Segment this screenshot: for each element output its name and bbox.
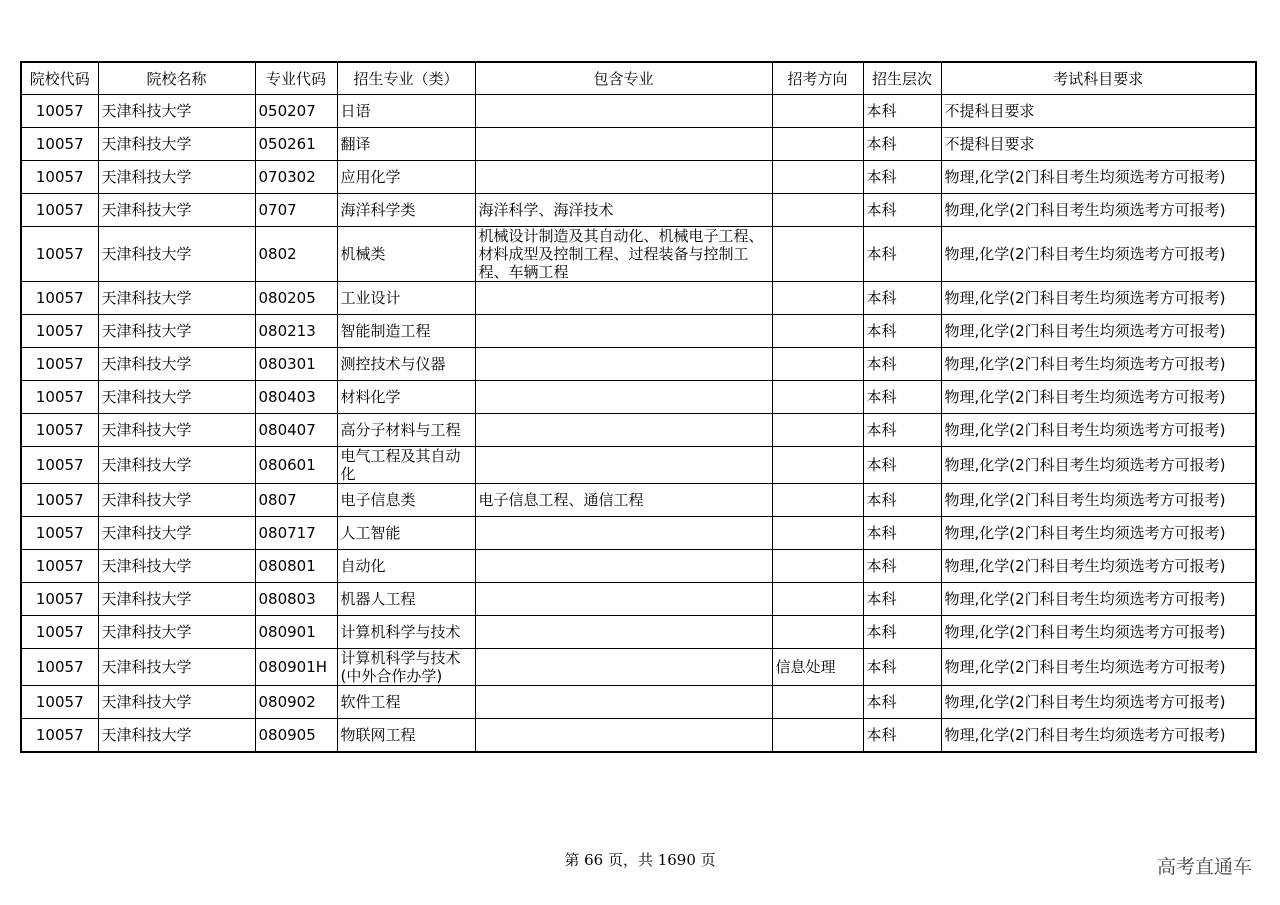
cell-requirement: 物理,化学(2门科目考生均须选考方可报考)	[941, 719, 1256, 753]
cell-included	[475, 315, 772, 348]
cell-included	[475, 128, 772, 161]
cell-code: 10057	[21, 517, 98, 550]
cell-requirement: 不提科目要求	[941, 128, 1256, 161]
cell-requirement: 物理,化学(2门科目考生均须选考方可报考)	[941, 315, 1256, 348]
cell-code: 10057	[21, 583, 98, 616]
table-row	[21, 95, 1256, 128]
cell-direction	[772, 550, 863, 583]
cell-included	[475, 686, 772, 719]
cell-requirement: 物理,化学(2门科目考生均须选考方可报考)	[941, 616, 1256, 649]
table-row	[21, 719, 1256, 753]
cell-major: 材料化学	[337, 381, 475, 414]
cell-major: 翻译	[337, 128, 475, 161]
cell-code: 10057	[21, 550, 98, 583]
cell-major-code: 050261	[255, 128, 337, 161]
table-row	[21, 447, 1256, 484]
cell-major-code: 070302	[255, 161, 337, 194]
cell-level: 本科	[863, 414, 941, 447]
table-row	[21, 227, 1256, 282]
cell-school: 天津科技大学	[98, 719, 255, 753]
cell-direction	[772, 128, 863, 161]
table-header-row	[21, 62, 1256, 95]
cell-included	[475, 583, 772, 616]
cell-direction	[772, 381, 863, 414]
cell-major-code: 080301	[255, 348, 337, 381]
cell-school: 天津科技大学	[98, 315, 255, 348]
cell-level: 本科	[863, 583, 941, 616]
cell-major: 机械类	[337, 227, 475, 282]
cell-requirement: 物理,化学(2门科目考生均须选考方可报考)	[941, 583, 1256, 616]
cell-level: 本科	[863, 517, 941, 550]
cell-level: 本科	[863, 719, 941, 753]
cell-requirement: 物理,化学(2门科目考生均须选考方可报考)	[941, 161, 1256, 194]
table-row	[21, 583, 1256, 616]
cell-direction	[772, 348, 863, 381]
table-row	[21, 282, 1256, 315]
cell-code: 10057	[21, 128, 98, 161]
cell-major-code: 080902	[255, 686, 337, 719]
table-row	[21, 616, 1256, 649]
table-row	[21, 517, 1256, 550]
cell-school: 天津科技大学	[98, 95, 255, 128]
cell-requirement: 物理,化学(2门科目考生均须选考方可报考)	[941, 517, 1256, 550]
cell-requirement: 物理,化学(2门科目考生均须选考方可报考)	[941, 414, 1256, 447]
cell-requirement: 物理,化学(2门科目考生均须选考方可报考)	[941, 447, 1256, 484]
cell-requirement: 物理,化学(2门科目考生均须选考方可报考)	[941, 381, 1256, 414]
cell-direction	[772, 686, 863, 719]
cell-major-code: 080901	[255, 616, 337, 649]
cell-included: 机械设计制造及其自动化、机械电子工程、材料成型及控制工程、过程装备与控制工程、车辆工程	[475, 227, 772, 282]
cell-code: 10057	[21, 227, 98, 282]
table-row	[21, 484, 1256, 517]
cell-direction	[772, 719, 863, 753]
table-row	[21, 161, 1256, 194]
cell-school: 天津科技大学	[98, 517, 255, 550]
watermark-text: 高考直通车	[1156, 856, 1252, 878]
cell-major: 高分子材料与工程	[337, 414, 475, 447]
cell-school: 天津科技大学	[98, 414, 255, 447]
cell-direction	[772, 282, 863, 315]
table-row	[21, 649, 1256, 686]
cell-requirement: 物理,化学(2门科目考生均须选考方可报考)	[941, 227, 1256, 282]
cell-major: 人工智能	[337, 517, 475, 550]
cell-requirement: 物理,化学(2门科目考生均须选考方可报考)	[941, 550, 1256, 583]
header-included: 包含专业	[475, 62, 772, 95]
cell-requirement: 物理,化学(2门科目考生均须选考方可报考)	[941, 649, 1256, 686]
cell-major-code: 080403	[255, 381, 337, 414]
cell-requirement: 物理,化学(2门科目考生均须选考方可报考)	[941, 194, 1256, 227]
cell-major: 海洋科学类	[337, 194, 475, 227]
cell-code: 10057	[21, 616, 98, 649]
cell-included	[475, 616, 772, 649]
cell-school: 天津科技大学	[98, 194, 255, 227]
cell-level: 本科	[863, 161, 941, 194]
table-row	[21, 686, 1256, 719]
cell-major: 测控技术与仪器	[337, 348, 475, 381]
cell-included	[475, 447, 772, 484]
table-row	[21, 348, 1256, 381]
cell-included	[475, 381, 772, 414]
cell-school: 天津科技大学	[98, 484, 255, 517]
cell-major: 计算机科学与技术	[337, 616, 475, 649]
cell-major-code: 080801	[255, 550, 337, 583]
cell-level: 本科	[863, 128, 941, 161]
cell-direction	[772, 161, 863, 194]
table-row	[21, 550, 1256, 583]
cell-included	[475, 161, 772, 194]
cell-level: 本科	[863, 447, 941, 484]
page-footer: 第 66 页，共 1690 页	[564, 851, 716, 869]
header-school-name: 院校名称	[98, 62, 255, 95]
cell-major-code: 080213	[255, 315, 337, 348]
cell-major: 计算机科学与技术(中外合作办学)	[337, 649, 475, 686]
cell-major: 机器人工程	[337, 583, 475, 616]
header-school-code: 院校代码	[21, 62, 98, 95]
cell-requirement: 物理,化学(2门科目考生均须选考方可报考)	[941, 282, 1256, 315]
cell-code: 10057	[21, 649, 98, 686]
cell-included	[475, 550, 772, 583]
cell-level: 本科	[863, 649, 941, 686]
cell-major: 电子信息类	[337, 484, 475, 517]
cell-level: 本科	[863, 315, 941, 348]
cell-code: 10057	[21, 282, 98, 315]
cell-direction	[772, 227, 863, 282]
cell-major-code: 080717	[255, 517, 337, 550]
cell-major-code: 080601	[255, 447, 337, 484]
cell-requirement: 物理,化学(2门科目考生均须选考方可报考)	[941, 686, 1256, 719]
cell-direction	[772, 194, 863, 227]
cell-included	[475, 414, 772, 447]
cell-major: 日语	[337, 95, 475, 128]
cell-direction: 信息处理	[772, 649, 863, 686]
cell-school: 天津科技大学	[98, 583, 255, 616]
cell-included	[475, 517, 772, 550]
header-major: 招生专业（类）	[337, 62, 475, 95]
cell-included	[475, 282, 772, 315]
cell-direction	[772, 616, 863, 649]
cell-school: 天津科技大学	[98, 282, 255, 315]
cell-major: 电气工程及其自动化	[337, 447, 475, 484]
cell-included	[475, 649, 772, 686]
cell-school: 天津科技大学	[98, 128, 255, 161]
cell-level: 本科	[863, 686, 941, 719]
cell-major-code: 0707	[255, 194, 337, 227]
cell-direction	[772, 414, 863, 447]
cell-code: 10057	[21, 447, 98, 484]
cell-level: 本科	[863, 348, 941, 381]
cell-level: 本科	[863, 616, 941, 649]
cell-school: 天津科技大学	[98, 447, 255, 484]
cell-level: 本科	[863, 381, 941, 414]
cell-major: 智能制造工程	[337, 315, 475, 348]
cell-major-code: 080901H	[255, 649, 337, 686]
cell-major: 物联网工程	[337, 719, 475, 753]
cell-requirement: 物理,化学(2门科目考生均须选考方可报考)	[941, 484, 1256, 517]
cell-level: 本科	[863, 227, 941, 282]
cell-code: 10057	[21, 686, 98, 719]
cell-direction	[772, 484, 863, 517]
cell-code: 10057	[21, 161, 98, 194]
cell-major: 工业设计	[337, 282, 475, 315]
cell-direction	[772, 447, 863, 484]
cell-major-code: 080905	[255, 719, 337, 753]
cell-school: 天津科技大学	[98, 686, 255, 719]
cell-school: 天津科技大学	[98, 348, 255, 381]
cell-included: 电子信息工程、通信工程	[475, 484, 772, 517]
cell-major-code: 0802	[255, 227, 337, 282]
header-requirement: 考试科目要求	[941, 62, 1256, 95]
cell-included: 海洋科学、海洋技术	[475, 194, 772, 227]
cell-major-code: 0807	[255, 484, 337, 517]
cell-major: 应用化学	[337, 161, 475, 194]
cell-school: 天津科技大学	[98, 550, 255, 583]
cell-code: 10057	[21, 719, 98, 753]
table-row	[21, 194, 1256, 227]
cell-school: 天津科技大学	[98, 649, 255, 686]
table-row	[21, 128, 1256, 161]
cell-direction	[772, 583, 863, 616]
cell-school: 天津科技大学	[98, 616, 255, 649]
header-direction: 招考方向	[772, 62, 863, 95]
cell-direction	[772, 315, 863, 348]
cell-code: 10057	[21, 348, 98, 381]
cell-code: 10057	[21, 194, 98, 227]
header-major-code: 专业代码	[255, 62, 337, 95]
cell-major-code: 080407	[255, 414, 337, 447]
header-level: 招生层次	[863, 62, 941, 95]
cell-code: 10057	[21, 414, 98, 447]
cell-major: 自动化	[337, 550, 475, 583]
cell-level: 本科	[863, 194, 941, 227]
cell-code: 10057	[21, 381, 98, 414]
cell-included	[475, 719, 772, 753]
cell-direction	[772, 95, 863, 128]
cell-code: 10057	[21, 95, 98, 128]
cell-level: 本科	[863, 550, 941, 583]
cell-requirement: 物理,化学(2门科目考生均须选考方可报考)	[941, 348, 1256, 381]
cell-requirement: 不提科目要求	[941, 95, 1256, 128]
enrollment-table	[20, 61, 1257, 753]
table-row	[21, 315, 1256, 348]
cell-level: 本科	[863, 95, 941, 128]
cell-direction	[772, 517, 863, 550]
cell-major-code: 080205	[255, 282, 337, 315]
cell-level: 本科	[863, 484, 941, 517]
cell-major-code: 050207	[255, 95, 337, 128]
cell-level: 本科	[863, 282, 941, 315]
cell-included	[475, 348, 772, 381]
cell-major: 软件工程	[337, 686, 475, 719]
cell-school: 天津科技大学	[98, 227, 255, 282]
cell-code: 10057	[21, 315, 98, 348]
cell-school: 天津科技大学	[98, 161, 255, 194]
cell-school: 天津科技大学	[98, 381, 255, 414]
cell-code: 10057	[21, 484, 98, 517]
table-row	[21, 414, 1256, 447]
cell-included	[475, 95, 772, 128]
table-row	[21, 381, 1256, 414]
cell-major-code: 080803	[255, 583, 337, 616]
